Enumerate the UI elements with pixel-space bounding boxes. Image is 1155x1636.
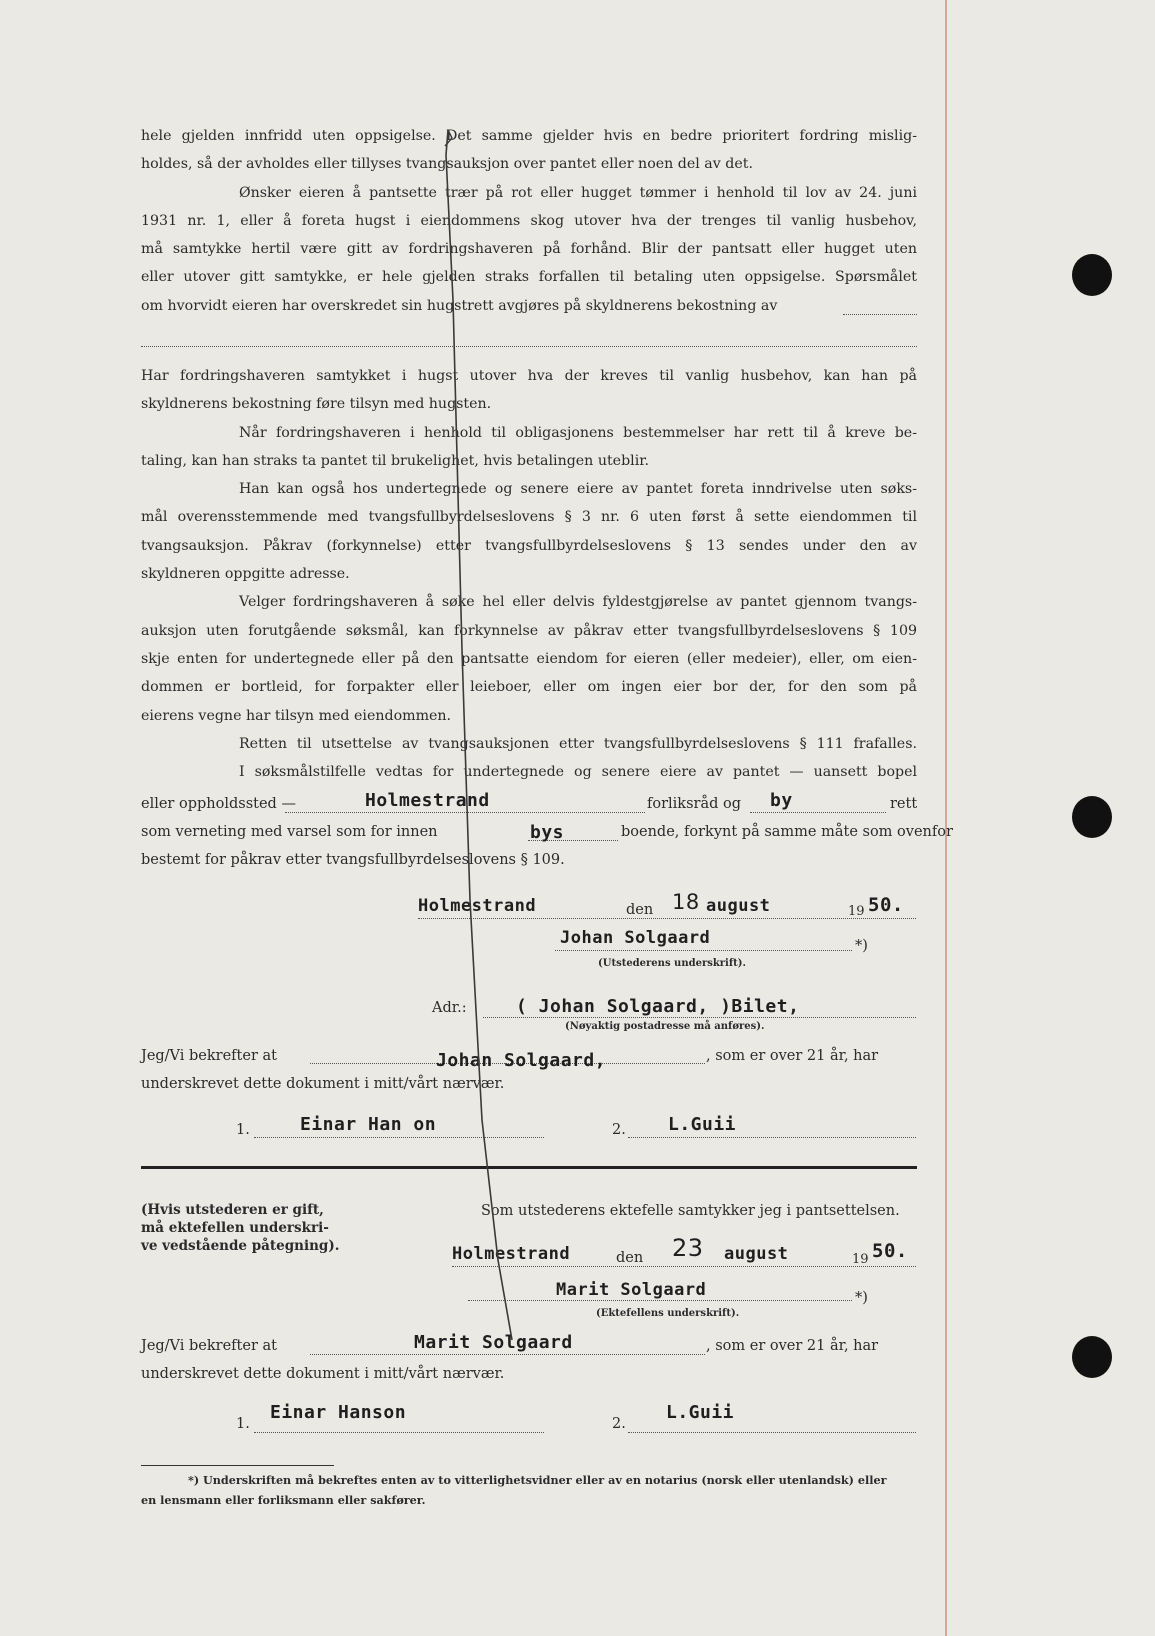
witness1-line2: underskrevet dette dokument i mitt/vårt nærvær. xyxy=(141,1076,505,1092)
text-line: skyldneren oppgitte adresse. xyxy=(141,566,350,583)
sig1-name: Johan Solgaard xyxy=(560,928,711,948)
sig1-year-prefix: 19 xyxy=(848,904,865,919)
text-line: om hvorvidt eieren har overskredet sin hugstrett avgjøres på skyldnerens bekostning av xyxy=(141,297,778,314)
venue-line3: bestemt for påkrav etter tvangsfullbyrdelseslovens § 109. xyxy=(141,852,565,868)
venue-line2-suffix: boende, forkynt på samme måte som ovenfor xyxy=(621,824,953,840)
witness1-signature-1: Einar Han on xyxy=(300,1114,437,1135)
text-line: dommen er bortleid, for forpakter eller leieboer, eller om ingen eier bor der, for den som på xyxy=(141,679,917,696)
venue-prefix: eller oppholdssted — xyxy=(141,796,296,812)
spouse-month: august xyxy=(724,1244,789,1264)
text-line: Velger fordringshaveren å søke hel eller delvis fyldestgjørelse av pantet gjennom tvangs- xyxy=(239,594,917,611)
text-line: må samtykke hertil være gitt av fordringshaveren på forhånd. Blir der pantsatt eller hugget uten xyxy=(141,241,917,258)
spouse-caption: (Ektefellens underskrift). xyxy=(596,1308,740,1319)
venue-line2-fill: bys xyxy=(530,822,565,843)
witness1-signature-2: L.Guii xyxy=(668,1114,737,1135)
witness2-prefix: Jeg/Vi bekrefter at xyxy=(141,1338,277,1354)
spouse-place: Holmestrand xyxy=(452,1244,571,1264)
text-line: skje enten for undertegnede eller på den pantsatte eiendom for eieren (eller medeier), eller, om eien- xyxy=(141,650,917,667)
footnote-line: en lensmann eller forliksmann eller sakfører. xyxy=(141,1493,426,1507)
spouse-day: 23 xyxy=(672,1234,704,1262)
text-line: taling, kan han straks ta pantet til brukelighet, hvis betalingen uteblir. xyxy=(141,452,649,469)
text-line: tvangsauksjon. Påkrav (forkynnelse) etter tvangsfullbyrdelseslovens § 13 sendes under den av xyxy=(141,537,917,554)
text-line: Når fordringshaveren i henhold til obligasjonens bestemmelser har rett til å kreve be- xyxy=(239,424,917,441)
text-line: I søksmålstilfelle vedtas for undertegnede og senere eiere av pantet — uansett bopel xyxy=(239,764,917,781)
venue-mid: forliksråd og xyxy=(647,796,742,812)
witness2-signature-1: Einar Hanson xyxy=(270,1402,407,1423)
sig1-den: den xyxy=(626,902,654,918)
witness-number: 2. xyxy=(612,1122,626,1138)
spouse-star: *) xyxy=(855,1290,868,1306)
witness-number: 2. xyxy=(612,1416,626,1432)
adr-caption: (Nøyaktig postadresse må anføres). xyxy=(565,1021,765,1032)
spouse-note-line: må ektefellen underskri- xyxy=(141,1220,329,1236)
sig1-year-suffix: 50. xyxy=(868,894,904,916)
text-line: holdes, så der avholdes eller tillyses tvangsauksjon over pantet eller noen del av det. xyxy=(141,156,753,173)
venue-place: Holmestrand xyxy=(365,790,490,811)
spouse-den: den xyxy=(616,1250,644,1266)
text-line: Retten til utsettelse av tvangsauksjonen etter tvangsfullbyrdelseslovens § 111 frafalles. xyxy=(239,735,917,752)
adr-label: Adr.: xyxy=(432,1000,467,1016)
spouse-name: Marit Solgaard xyxy=(556,1280,707,1300)
sig1-caption: (Utstederens underskrift). xyxy=(598,958,746,969)
sig1-day: 18 xyxy=(672,890,700,914)
spouse-note-line: ve vedstående påtegning). xyxy=(141,1238,340,1254)
witness2-subject: Marit Solgaard xyxy=(414,1332,573,1353)
sig1-address: ( Johan Solgaard, )Bilet, xyxy=(516,996,800,1017)
spouse-note-line: (Hvis utstederen er gift, xyxy=(141,1202,324,1218)
text-line: hele gjelden innfridd uten oppsigelse. Det samme gjelder hvis en bedre prioritert fordring mislig- xyxy=(141,128,917,144)
text-line: auksjon uten forutgående søksmål, kan forkynnelse av påkrav etter tvangsfullbyrdelseslovens § 109 xyxy=(141,622,917,639)
witness1-prefix: Jeg/Vi bekrefter at xyxy=(141,1048,277,1064)
text-line: eierens vegne har tilsyn med eiendommen. xyxy=(141,707,452,724)
witness-number: 1. xyxy=(236,1416,250,1432)
sig1-place: Holmestrand xyxy=(418,896,537,916)
witness2-suffix: , som er over 21 år, har xyxy=(706,1338,879,1354)
text-line: Har fordringshaveren samtykket i hugst utover hva der kreves til vanlig husbehov, kan han på xyxy=(141,368,917,384)
witness1-subject: Johan Solgaard, xyxy=(436,1050,607,1071)
text-line: mål overensstemmende med tvangsfullbyrdelseslovens § 3 nr. 6 uten først å sette eiendommen til xyxy=(141,509,917,526)
text-line: Ønsker eieren å pantsette trær på rot eller hugget tømmer i henhold til lov av 24. juni xyxy=(239,184,917,201)
witness2-signature-2: L.Guii xyxy=(666,1402,735,1423)
sig1-star: *) xyxy=(855,938,868,954)
witness-number: 1. xyxy=(236,1122,250,1138)
witness2-line2: underskrevet dette dokument i mitt/vårt nærvær. xyxy=(141,1366,505,1382)
venue-line2-prefix: som verneting med varsel som for innen xyxy=(141,824,438,840)
spouse-year-prefix: 19 xyxy=(852,1252,869,1267)
witness1-suffix: , som er over 21 år, har xyxy=(706,1048,879,1064)
sig1-month: august xyxy=(706,896,771,916)
spouse-year-suffix: 50. xyxy=(872,1240,908,1262)
text-line: 1931 nr. 1, eller å foreta hugst i eiendommens skog utover hva der trenges til vanlig husbehov, xyxy=(141,212,917,229)
text-line: skyldnerens bekostning føre tilsyn med hugsten. xyxy=(141,396,492,413)
venue-court-type: by xyxy=(770,790,793,811)
spouse-consent: Som utstederens ektefelle samtykker jeg i pantsettelsen. xyxy=(481,1203,900,1219)
footnote-line: *) Underskriften må bekreftes enten av to vitterlighetsvidner eller av en notarius (norsk eller utenlandsk) eller xyxy=(188,1473,887,1487)
text-line: Han kan også hos undertegnede og senere eiere av pantet foreta inndrivelse uten søks- xyxy=(239,481,917,498)
text-line: eller utover gitt samtykke, er hele gjelden straks forfallen til betaling uten oppsigelse. Spørsmålet xyxy=(141,269,917,286)
venue-suffix: rett xyxy=(890,796,918,812)
